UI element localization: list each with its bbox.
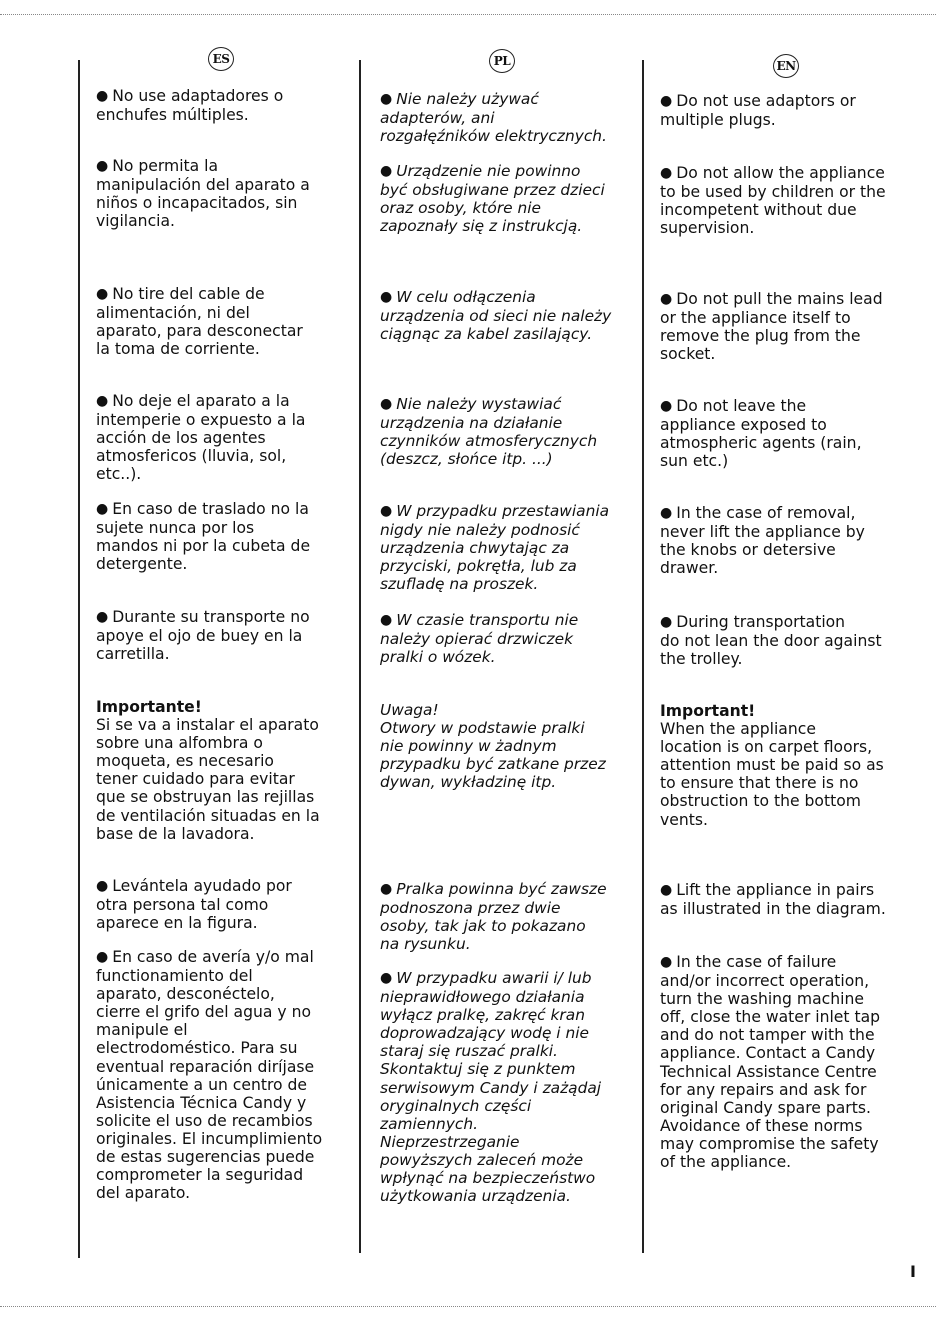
bullet-icon: ● bbox=[660, 398, 673, 414]
bullet-icon: ● bbox=[660, 291, 673, 307]
list-item bbox=[380, 162, 605, 235]
list-item bbox=[380, 90, 607, 145]
note-heading: Importante! bbox=[96, 698, 202, 716]
note-text: Si se va a instalar el aparato sobre una alfombra o moqueta, es necesario tener cuidado para evitar que se obstruyan las rejillas de ventilación situadas en la base de la lavadora. bbox=[96, 716, 320, 843]
item-text: Do not leave the appliance exposed to atmospheric agents (rain, sun etc.) bbox=[660, 397, 862, 471]
bullet-icon: ● bbox=[660, 93, 673, 109]
left-divider bbox=[78, 60, 80, 1258]
item-text: W przypadku awarii i/ lub nieprawidłowego działania wyłącz pralkę, zakręć kran doprowadzający wodę i nie staraj się ruszać pralki. Skontaktuj się z punktem serwisowym Candy i zażądaj oryginalnych części zamiennych. Nieprzestrzeganie powyższych zaleceń może wpłynąć na bezpieczeństwo użytkowania urządzenia. bbox=[380, 969, 602, 1206]
list-item bbox=[96, 877, 292, 932]
bullet-icon: ● bbox=[380, 91, 393, 107]
bullet-icon: ● bbox=[380, 503, 393, 519]
middle-divider-left bbox=[359, 60, 361, 1253]
important-note bbox=[380, 701, 606, 791]
important-note bbox=[96, 698, 320, 843]
bullet-icon: ● bbox=[380, 881, 393, 897]
item-text: Do not pull the mains lead or the appliance itself to remove the plug from the socket. bbox=[660, 290, 883, 364]
bullet-icon: ● bbox=[660, 614, 673, 630]
item-text: Nie należy używać adapterów, ani rozgałęźników elektrycznych. bbox=[380, 90, 607, 146]
important-note bbox=[660, 702, 884, 829]
bullet-icon: ● bbox=[96, 878, 109, 894]
item-text: Levántela ayudado por otra persona tal como aparece en la figura. bbox=[96, 877, 292, 933]
bullet-icon: ● bbox=[96, 393, 109, 409]
bullet-icon: ● bbox=[380, 289, 393, 305]
item-text: Do not use adaptors or multiple plugs. bbox=[660, 92, 856, 130]
list-item bbox=[380, 611, 578, 666]
item-text: During transportation do not lean the door against the trolley. bbox=[660, 613, 882, 669]
item-text: In the case of failure and/or incorrect operation, turn the washing machine off, close the water inlet tap and do not tamper with the appliance. Contact a Candy Technical Assistance Centre for any repairs and ask for original Candy spare parts. Avoidance of these norms may compromise the safety of the appliance. bbox=[660, 953, 881, 1172]
bullet-icon: ● bbox=[96, 286, 109, 302]
bullet-icon: ● bbox=[96, 158, 109, 174]
bullet-icon: ● bbox=[380, 970, 393, 986]
bottom-rule bbox=[0, 1306, 936, 1307]
list-item bbox=[96, 608, 310, 663]
item-text: No deje el aparato a la intemperie o expuesto a la acción de los agentes atmosfericos (lluvia, sol, etc..). bbox=[96, 392, 306, 484]
item-text: Nie należy wystawiać urządzenia na działanie czynników atmosferycznych (deszcz, słońce itp. ...) bbox=[380, 395, 598, 469]
list-item bbox=[96, 392, 305, 483]
list-item bbox=[660, 290, 883, 363]
list-item bbox=[660, 881, 886, 918]
list-item bbox=[660, 164, 886, 237]
language-badge-en: EN bbox=[773, 54, 799, 78]
bullet-icon: ● bbox=[96, 501, 109, 517]
list-item bbox=[96, 285, 303, 358]
item-text: W celu odłączenia urządzenia od sieci nie należy ciągnąc za kabel zasilający. bbox=[380, 288, 612, 344]
top-rule bbox=[0, 14, 936, 15]
item-text: Pralka powinna być zawsze podnoszona przez dwie osoby, tak jak to pokazano na rysunku. bbox=[380, 880, 607, 954]
bullet-icon: ● bbox=[660, 954, 673, 970]
item-text: In the case of removal, never lift the appliance by the knobs or detersive drawer. bbox=[660, 504, 865, 578]
item-text: Durante su transporte no apoye el ojo de buey en la carretilla. bbox=[96, 608, 310, 664]
language-badge-es: ES bbox=[208, 47, 234, 71]
list-item bbox=[660, 613, 882, 668]
list-item bbox=[96, 500, 310, 573]
bullet-icon: ● bbox=[96, 609, 109, 625]
item-text: Lift the appliance in pairs as illustrated in the diagram. bbox=[660, 881, 886, 919]
list-item bbox=[380, 969, 601, 1205]
list-item bbox=[660, 504, 865, 577]
list-item bbox=[380, 395, 597, 468]
item-text: No use adaptadores o enchufes múltiples. bbox=[96, 87, 284, 125]
bullet-icon: ● bbox=[380, 396, 393, 412]
bullet-icon: ● bbox=[96, 949, 109, 965]
language-badge-pl: PL bbox=[489, 49, 515, 73]
item-text: W czasie transportu nie należy opierać drzwiczek pralki o wózek. bbox=[380, 611, 579, 667]
bullet-icon: ● bbox=[660, 165, 673, 181]
bullet-icon: ● bbox=[96, 88, 109, 104]
middle-divider-right bbox=[642, 60, 644, 1253]
list-item bbox=[660, 397, 862, 470]
list-item bbox=[380, 288, 611, 343]
item-text: No permita la manipulación del aparato a niños o incapacitados, sin vigilancia. bbox=[96, 157, 310, 231]
note-heading: Important! bbox=[660, 702, 756, 720]
note-text: Otwory w podstawie pralki nie powinny w żadnym przypadku być zatkane przez dywan, wykładzinę itp. bbox=[380, 719, 606, 792]
list-item bbox=[380, 880, 607, 953]
item-text: En caso de avería y/o mal functionamiento del aparato, desconéctelo, cierre el grifo del agua y no manipule el electrodoméstico. Para su eventual reparación diríjase únicamente a un centro de Asistencia Técnica Candy y solicite el uso de recambios originales. El incumplimiento de estas sugerencias puede comprometer la seguridad del aparato. bbox=[96, 948, 323, 1203]
list-item bbox=[660, 953, 880, 1171]
bullet-icon: ● bbox=[380, 163, 393, 179]
list-item bbox=[96, 157, 310, 230]
list-item bbox=[380, 502, 609, 593]
item-text: En caso de traslado no la sujete nunca por los mandos ni por la cubeta de detergente. bbox=[96, 500, 311, 574]
item-text: Do not allow the appliance to be used by children or the incompetent without due supervision. bbox=[660, 164, 886, 238]
list-item bbox=[96, 87, 283, 124]
item-text: Urządzenie nie powinno być obsługiwane przez dzieci oraz osoby, które nie zapoznały się z instrukcją. bbox=[380, 162, 605, 236]
item-text: W przypadku przestawiania nigdy nie należy podnosić urządzenia chwytając za przyciski, pokrętła, lub za szufladę na proszek. bbox=[380, 502, 610, 594]
list-item bbox=[96, 948, 322, 1202]
item-text: No tire del cable de alimentación, ni del aparato, para desconectar la toma de corriente. bbox=[96, 285, 303, 359]
page-number: I bbox=[910, 1262, 916, 1281]
note-text: When the appliance location is on carpet floors, attention must be paid so as to ensure that there is no obstruction to the bottom vents. bbox=[660, 720, 884, 829]
note-heading: Uwaga! bbox=[380, 701, 439, 719]
bullet-icon: ● bbox=[660, 505, 673, 521]
bullet-icon: ● bbox=[660, 882, 673, 898]
list-item bbox=[660, 92, 856, 129]
bullet-icon: ● bbox=[380, 612, 393, 628]
